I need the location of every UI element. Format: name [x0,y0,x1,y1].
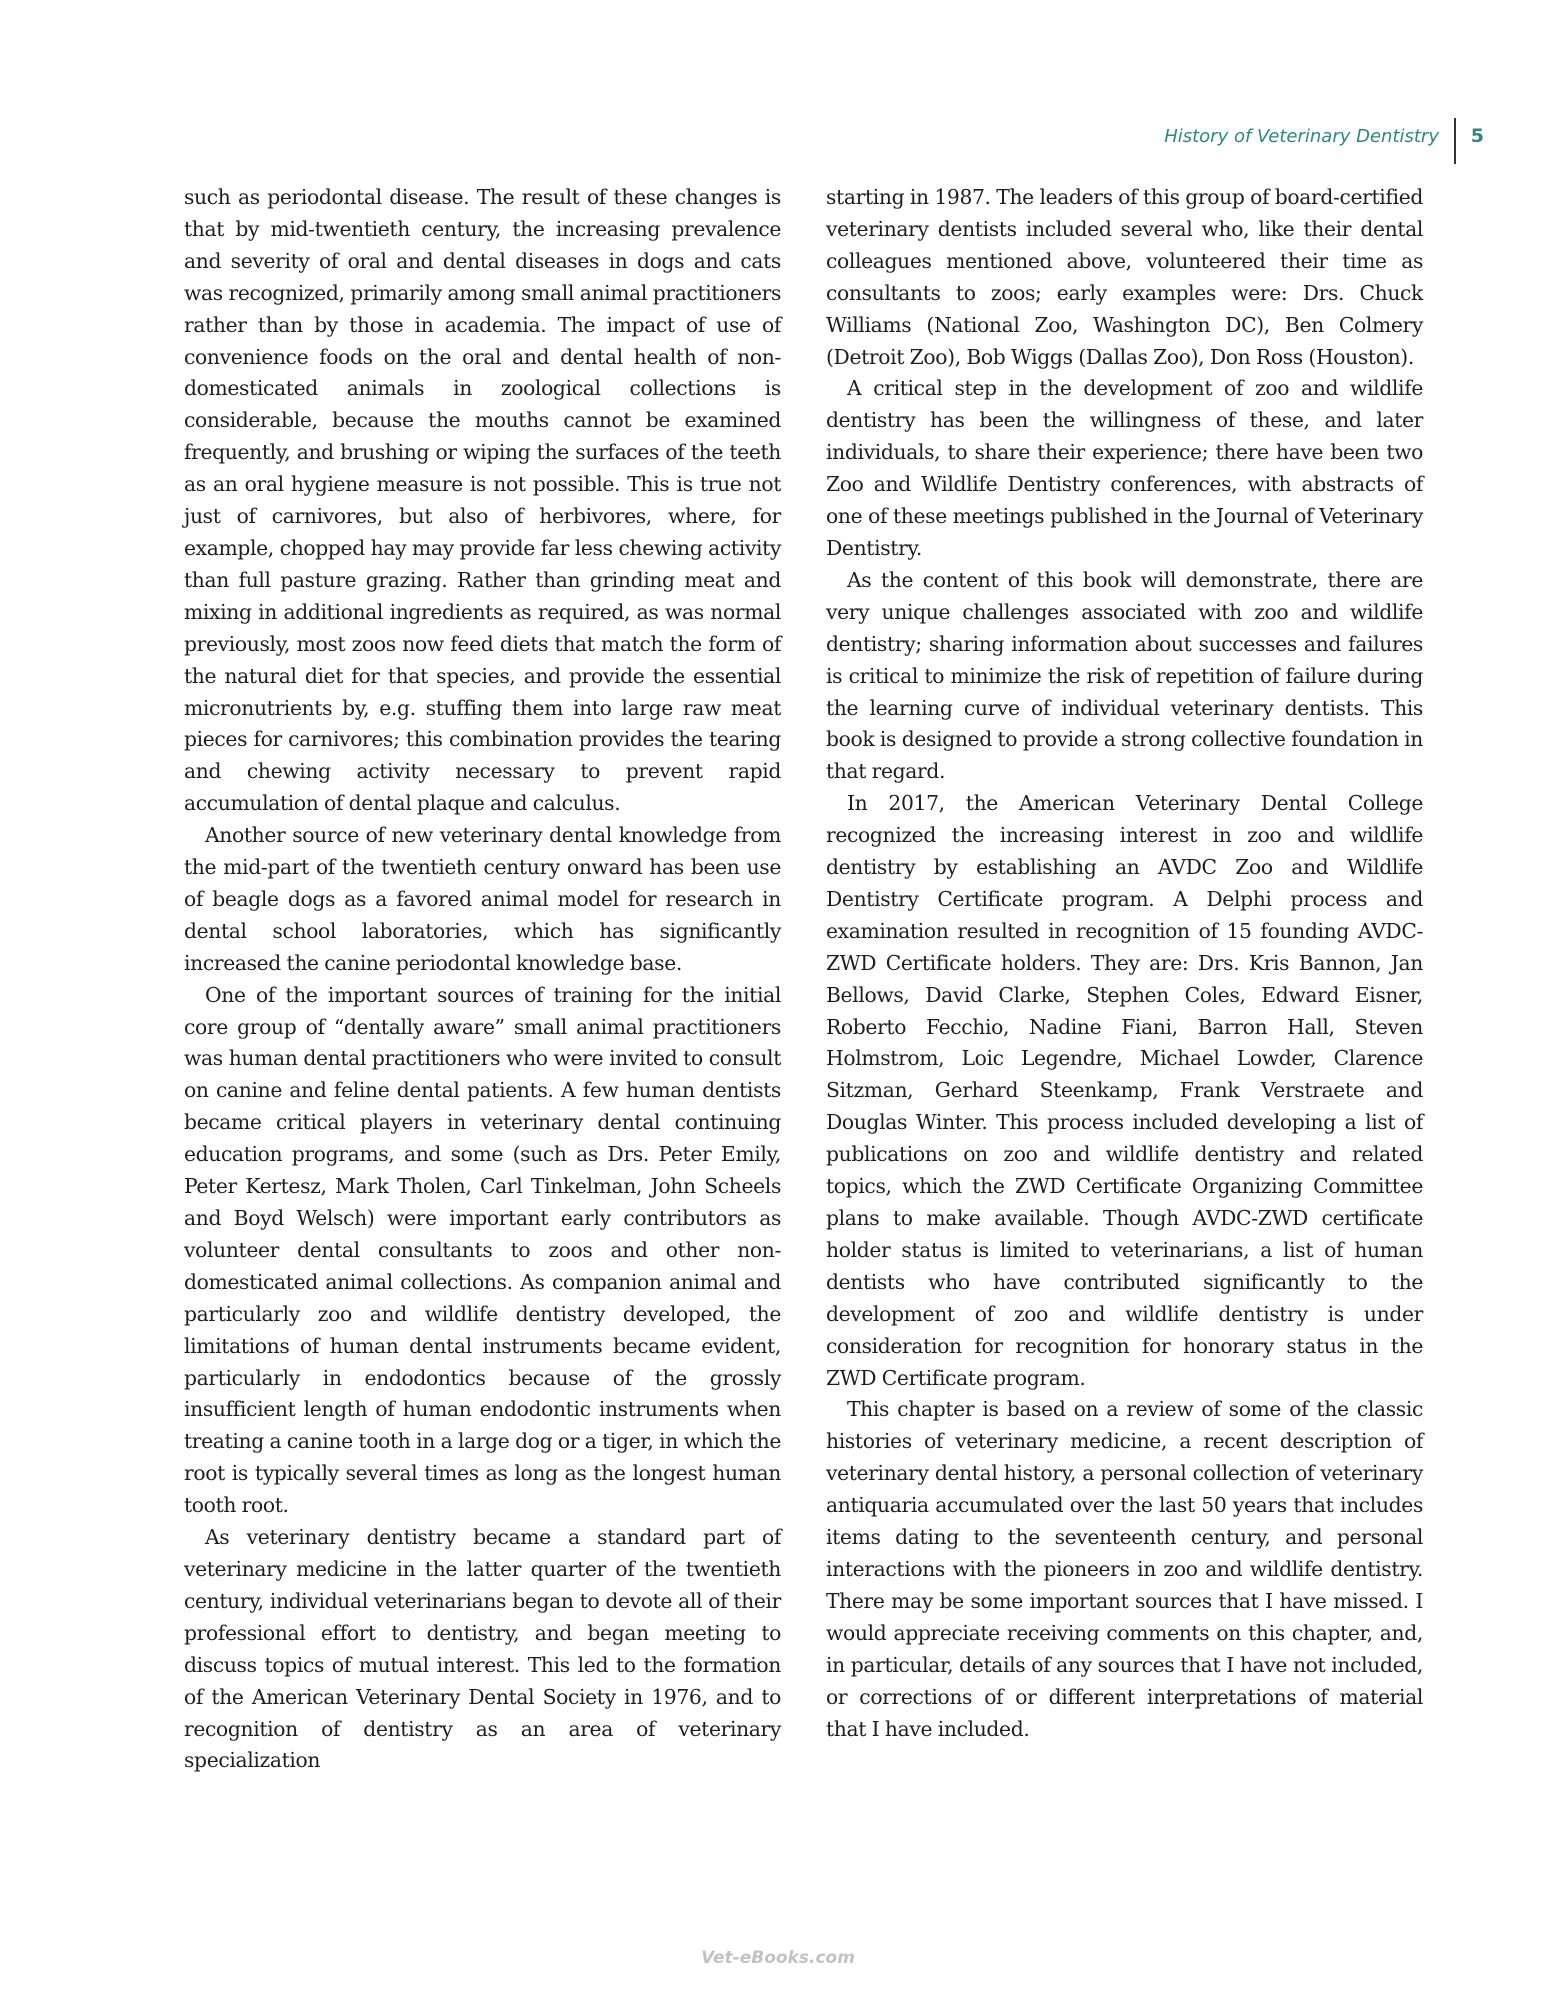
header-divider [1454,118,1456,164]
watermark-logo [0,1948,1556,1968]
left-column [184,182,781,1777]
paragraph: One of the important sources of training for the initial core group of “dentally aware” small animal practitioners was human dental practitioners who were invited to consult on canine and feline dental patients. A few human dentists became critical players in veterinary dental continuing education programs, and some (such as Drs. Peter Emily, Peter Kertesz, Mark Tholen, Carl Tinkelman, John Scheels and Boyd Welsch) were important early contributors as volunteer dental consultants to zoos and other non-domesticated animal collections. As companion animal and particularly zoo and wildlife dentistry developed, the limitations of human dental instruments became evident, particularly in endodontics because of the grossly insufficient length of human endodontic instruments when treating a canine tooth in a large dog or a tiger, in which the root is typically several times as long as the longest human tooth root. [184,982,781,1518]
paragraph: such as periodontal disease. The result of these changes is that by mid-twentieth century, the increasing prevalence and severity of oral and dental diseases in dogs and cats was recognized, primarily among small animal practitioners rather than by those in academia. The impact of use of convenience foods on the oral and dental health of non-domesticated animals in zoological collections is considerable, because the mouths cannot be examined frequently, and brushing or wiping the surfaces of the teeth as an oral hygiene measure is not possible. This is true not just of carnivores, but also of herbivores, where, for example, chopped hay may provide far less chewing activity than full pasture grazing. Rather than grinding meat and mixing in additional ingredients as required, as was normal previously, most zoos now feed diets that match the form of the natural diet for that species, and provide the essential micronutrients by, e.g. stuffing them into large raw meat pieces for carnivores; this combination provides the tearing and chewing activity necessary to prevent rapid accumulation of dental plaque and calculus. [184,185,781,816]
page-number: 5 [1470,125,1484,147]
paragraph: Another source of new veterinary dental knowledge from the mid-part of the twentieth century onward has been use of beagle dogs as a favored animal model for research in dental school laboratories, which has significantly increased the canine periodontal knowledge base. [184,823,781,975]
right-column [826,182,1423,1745]
paragraph: As veterinary dentistry became a standard part of veterinary medicine in the latter quarter of the twentieth century, individual veterinarians began to devote all of their professional effort to dentistry, and began meeting to discuss topics of mutual interest. This led to the formation of the American Veterinary Dental Society in 1976, and to recognition of dentistry as an area of veterinary specialization [184,1525,781,1773]
running-head [0,118,1556,168]
paragraph: This chapter is based on a review of some of the classic histories of veterinary medicine, a recent description of veterinary dental history, a personal collection of veterinary antiquaria accumulated over the last 50 years that includes items dating to the seventeenth century, and personal interactions with the pioneers in zoo and wildlife dentistry. There may be some important sources that I have missed. I would appreciate receiving comments on this chapter, and, in particular, details of any sources that I have not included, or corrections of or different interpretations of material that I have included. [826,1397,1423,1741]
running-title: History of Veterinary Dentistry [1164,126,1439,147]
watermark-text: Vet-eBooks.com [701,1948,855,1968]
paragraph: In 2017, the American Veterinary Dental College recognized the increasing interest in zoo and wildlife dentistry by establishing an AVDC Zoo and Wildlife Dentistry Certificate program. A Delphi process and examination resulted in recognition of 15 founding AVDC-ZWD Certificate holders. They are: Drs. Kris Bannon, Jan Bellows, David Clarke, Stephen Coles, Edward Eisner, Roberto Fecchio, Nadine Fiani, Barron Hall, Steven Holmstrom, Loic Legendre, Michael Lowder, Clarence Sitzman, Gerhard Steenkamp, Frank Verstraete and Douglas Winter. This process included developing a list of publications on zoo and wildlife dentistry and related topics, which the ZWD Certificate Organizing Committee plans to make available. Though AVDC-ZWD certificate holder status is limited to veterinarians, a list of human dentists who have contributed significantly to the development of zoo and wildlife dentistry is under consideration for recognition for honorary status in the ZWD Certificate program. [826,791,1423,1390]
paragraph: A critical step in the development of zoo and wildlife dentistry has been the willingness of these, and later individuals, to share their experience; there have been two Zoo and Wildlife Dentistry conferences, with abstracts of one of these meetings published in the Journal of Veterinary Dentistry. [826,376,1423,560]
paragraph: starting in 1987. The leaders of this group of board-certified veterinary dentists included several who, like their dental colleagues mentioned above, volunteered their time as consultants to zoos; early examples were: Drs. Chuck Williams (National Zoo, Washington DC), Ben Colmery (Detroit Zoo), Bob Wiggs (Dallas Zoo), Don Ross (Houston). [826,185,1423,369]
paragraph: As the content of this book will demonstrate, there are very unique challenges associated with zoo and wildlife dentistry; sharing information about successes and failures is critical to minimize the risk of repetition of failure during the learning curve of individual veterinary dentists. This book is designed to provide a strong collective foundation in that regard. [826,567,1423,784]
